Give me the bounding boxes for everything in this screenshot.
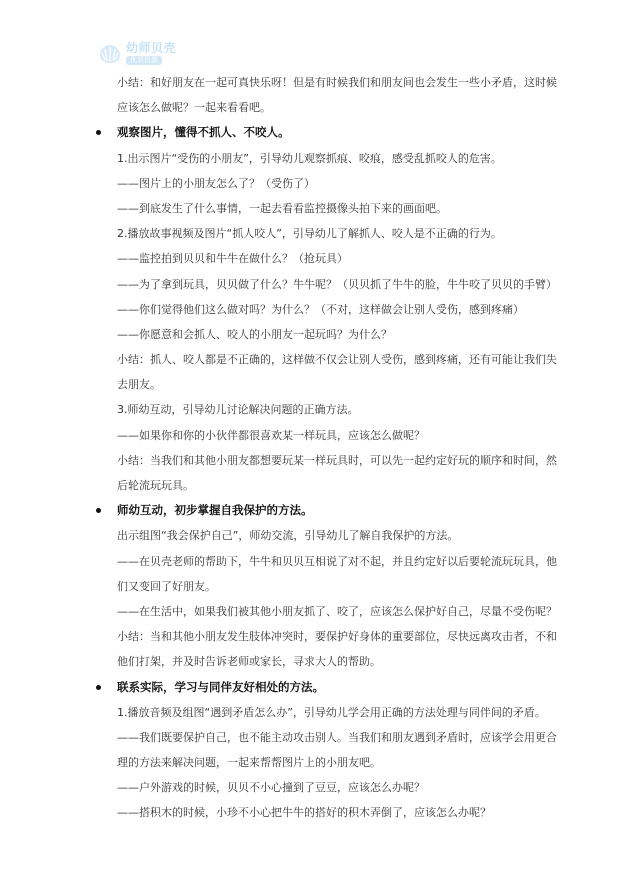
paragraph-line: ——你们觉得他们这么做对吗？为什么？（不对，这样做会让别人受伤，感到疼痛）	[117, 302, 524, 316]
section-heading	[96, 120, 582, 145]
section-heading-text: 观察图片，懂得不抓人、不咬人。	[117, 125, 290, 140]
paragraph-line: 后轮流玩玩具。	[117, 479, 194, 492]
bullet-icon	[96, 685, 101, 690]
paragraph-line: ——如果你和你的小伙伴都很喜欢某一样玩具，应该怎么做呢？	[117, 428, 425, 442]
section-heading-text: 联系实际，学习与同伴友好相处的方法。	[117, 679, 324, 694]
paragraph-line: 小结：抓人、咬人都是不正确的，这样做不仅会让别人受伤，感到疼痛，还有可能让我们失	[117, 353, 557, 367]
paragraph-line: 小结：当和其他小朋友发生肢体冲突时，要保护好身体的重要部位，尽快远离攻击者，不和	[117, 630, 557, 644]
paragraph-line: ——在生活中，如果我们被其他小朋友抓了、咬了，应该怎么保护好自己，尽量不受伤呢？	[117, 604, 557, 618]
section-heading	[96, 498, 582, 523]
paragraph-line: ——户外游戏的时候，贝贝不小心撞到了豆豆，应该怎么办呢？	[117, 781, 425, 795]
paragraph-line: ——你愿意和会抓人、咬人的小朋友一起玩吗？为什么？	[117, 327, 392, 341]
paragraph-line: 2.播放故事视频及图片“抓人咬人”，引导幼儿了解抓人、咬人是不正确的行为。	[117, 227, 502, 241]
logo-subtitle: 优质资源	[126, 56, 162, 65]
logo-name: 幼师贝壳	[126, 41, 177, 55]
shell-logo-icon	[98, 43, 122, 65]
paragraph-line: 小结：当我们和其他小朋友都想要玩某一样玩具时，可以先一起约定好玩的顺序和时间，然	[117, 453, 557, 467]
logo	[98, 42, 176, 65]
paragraph-line: ——在贝壳老师的帮助下，牛牛和贝贝互相说了对不起，并且约定好以后要轮流玩玩具，他	[117, 554, 557, 568]
paragraph-line: 1.播放音频及组图“遇到矛盾怎么办”，引导幼儿学会用正确的方法处理与同伴间的矛盾。	[117, 705, 546, 719]
paragraph-line: ——我们既要保护自己，也不能主动攻击别人。当我们和朋友遇到矛盾时，应该学会用更合	[117, 730, 557, 744]
document-body	[96, 70, 582, 826]
paragraph-line: 们又变回了好朋友。	[117, 579, 216, 593]
paragraph-line: 去朋友。	[117, 378, 161, 392]
paragraph-line: ——监控拍到贝贝和牛牛在做什么？（抢玩具）	[117, 252, 348, 266]
paragraph-line: ——为了拿到玩具，贝贝做了什么？牛牛呢？（贝贝抓了牛牛的脸，牛牛咬了贝贝的手臂）	[117, 277, 557, 291]
paragraph-line: ——搭积木的时候，小珍不小心把牛牛的搭好的积木弄倒了，应该怎么办呢？	[117, 806, 491, 820]
section-heading-text: 师幼互动，初步掌握自我保护的方法。	[117, 503, 313, 518]
paragraph-line: 出示组图“我会保护自己”，师幼交流，引导幼儿了解自我保护的方法。	[117, 529, 459, 543]
paragraph-line: 3.师幼互动，引导幼儿讨论解决问题的正确方法。	[117, 403, 359, 417]
paragraph-line: 1.出示图片“受伤的小朋友”，引导幼儿观察抓痕、咬痕，感受乱抓咬人的危害。	[117, 151, 502, 165]
section-heading	[96, 675, 582, 700]
paragraph-line: ——图片上的小朋友怎么了？（受伤了）	[117, 176, 315, 190]
paragraph-line: ——到底发生了什么事情，一起去看看监控摄像头拍下来的画面吧。	[117, 201, 447, 215]
paragraph-line: 小结：和好朋友在一起可真快乐呀！但是有时候我们和朋友间也会发生一些小矛盾，这时候	[117, 76, 557, 89]
paragraph-line: 理的方法来解决问题，一起来帮帮图片上的小朋友吧。	[117, 756, 381, 770]
paragraph-line: 应该怎么做呢？一起来看看吧。	[117, 101, 271, 115]
paragraph-line: 他们打架，并及时告诉老师或家长，寻求大人的帮助。	[117, 655, 381, 669]
